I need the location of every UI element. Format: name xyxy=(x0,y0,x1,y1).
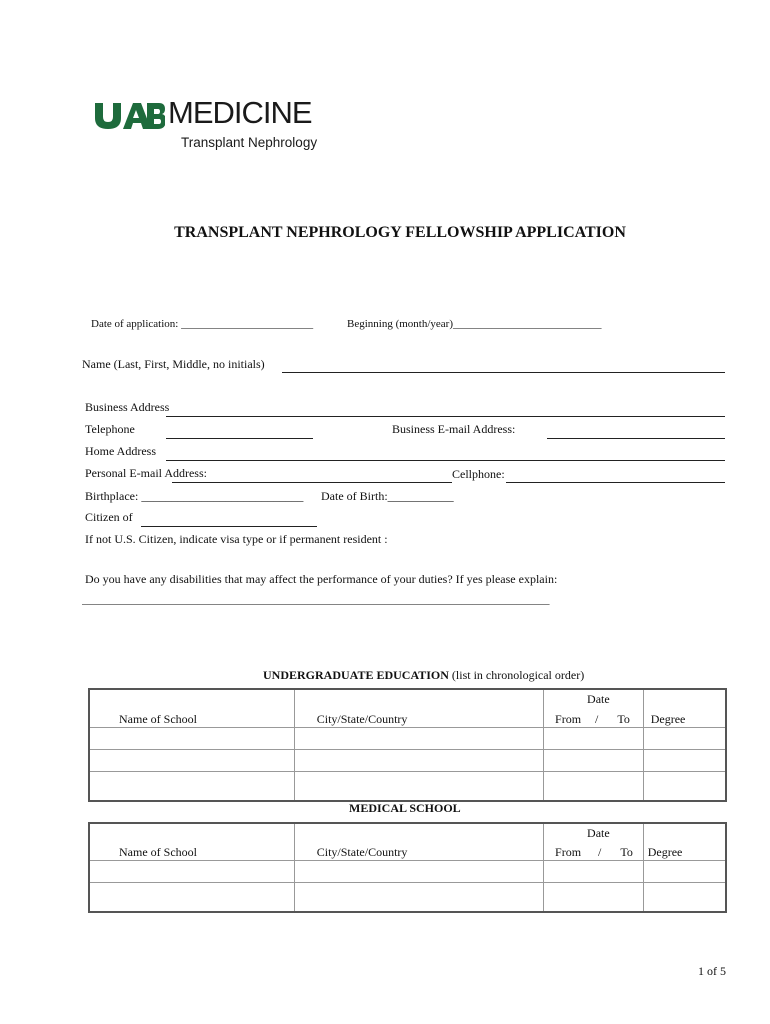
home-address-label: Home Address xyxy=(85,444,156,458)
telephone-input-line[interactable] xyxy=(166,438,313,439)
table-cell[interactable] xyxy=(294,727,543,749)
undergrad-title-bold: UNDERGRADUATE EDUCATION xyxy=(263,668,449,682)
table-cell[interactable] xyxy=(643,860,726,882)
table-cell[interactable] xyxy=(294,749,543,771)
visa-question: If not U.S. Citizen, indicate visa type or if permanent resident : xyxy=(85,532,388,546)
table-cell[interactable] xyxy=(89,749,294,771)
logo-wordmark: MEDICINE xyxy=(168,95,312,130)
business-email-input-line[interactable] xyxy=(547,438,725,439)
disabilities-answer-line[interactable]: _____________________________________________________________________________________ xyxy=(82,594,550,606)
uab-medicine-logo xyxy=(95,95,345,156)
disabilities-question: Do you have any disabilities that may affect the performance of your duties? If yes please explain: xyxy=(85,572,558,586)
date-of-application-field[interactable]: Date of application: ________________________ xyxy=(91,318,314,330)
logo-subtitle: Transplant Nephrology xyxy=(181,135,318,150)
table-cell[interactable] xyxy=(544,749,644,771)
table-row xyxy=(89,860,726,882)
table-cell[interactable] xyxy=(89,727,294,749)
table-cell[interactable] xyxy=(89,771,294,801)
medical-section-title: MEDICAL SCHOOL xyxy=(349,801,461,815)
table-cell[interactable] xyxy=(89,882,294,912)
table-cell[interactable] xyxy=(294,860,543,882)
table-cell[interactable] xyxy=(544,727,644,749)
table-cell[interactable] xyxy=(544,771,644,801)
beginning-field[interactable]: Beginning (month/year)___________________________ xyxy=(347,318,602,330)
undergrad-date-label: Date xyxy=(587,692,610,706)
medical-header-row xyxy=(89,823,726,860)
personal-email-label: Personal E-mail Address: xyxy=(85,466,207,480)
uab-logo-mark xyxy=(95,101,165,129)
table-cell[interactable] xyxy=(294,771,543,801)
undergrad-col-degree: Degree xyxy=(643,689,726,727)
home-address-input-line[interactable] xyxy=(166,460,725,461)
table-cell[interactable] xyxy=(544,882,644,912)
cellphone-input-line[interactable] xyxy=(506,482,725,483)
undergrad-to-label: To xyxy=(617,711,630,726)
medical-date-label: Date xyxy=(587,826,610,840)
undergrad-col-school: Name of School xyxy=(89,689,294,727)
name-input-line[interactable] xyxy=(282,372,725,373)
table-cell[interactable] xyxy=(643,771,726,801)
medical-from-label: From xyxy=(555,844,582,859)
undergrad-col-city: City/State/Country xyxy=(294,689,543,727)
table-row xyxy=(89,771,726,801)
undergrad-from-label: From xyxy=(555,711,582,726)
business-address-input-line[interactable] xyxy=(166,416,725,417)
table-cell[interactable] xyxy=(89,860,294,882)
personal-email-input-line[interactable] xyxy=(172,482,452,483)
telephone-label: Telephone xyxy=(85,422,135,436)
citizen-of-label: Citizen of xyxy=(85,510,133,524)
name-label: Name (Last, First, Middle, no initials) xyxy=(82,357,265,371)
table-cell[interactable] xyxy=(643,727,726,749)
citizen-of-input-line[interactable] xyxy=(141,526,317,527)
table-row xyxy=(89,882,726,912)
table-cell[interactable] xyxy=(643,882,726,912)
page-title: TRANSPLANT NEPHROLOGY FELLOWSHIP APPLICATION xyxy=(174,224,626,241)
table-cell[interactable] xyxy=(643,749,726,771)
undergrad-col-date xyxy=(544,689,644,727)
cellphone-label: Cellphone: xyxy=(452,467,505,481)
birthplace-field[interactable]: Birthplace: ___________________________ xyxy=(85,489,304,503)
medical-col-date xyxy=(544,823,644,860)
table-row xyxy=(89,749,726,771)
undergrad-slash: / xyxy=(595,711,599,726)
medical-col-school: Name of School xyxy=(89,823,294,860)
undergrad-title-note: (list in chronological order) xyxy=(451,668,585,682)
business-address-label: Business Address xyxy=(85,400,170,414)
business-email-label: Business E-mail Address: xyxy=(392,422,516,436)
table-row xyxy=(89,727,726,749)
table-cell[interactable] xyxy=(544,860,644,882)
date-of-birth-field[interactable]: Date of Birth:___________ xyxy=(321,489,454,503)
undergrad-header-row xyxy=(89,689,726,727)
medical-to-label: To xyxy=(620,844,633,859)
page-number: 1 of 5 xyxy=(698,964,726,978)
medical-col-city: City/State/Country xyxy=(294,823,543,860)
medical-table xyxy=(88,822,727,913)
table-cell[interactable] xyxy=(294,882,543,912)
undergrad-table xyxy=(88,688,727,802)
undergrad-section-title xyxy=(263,668,584,683)
medical-col-degree: Degree xyxy=(643,823,726,860)
medical-slash: / xyxy=(598,844,602,859)
